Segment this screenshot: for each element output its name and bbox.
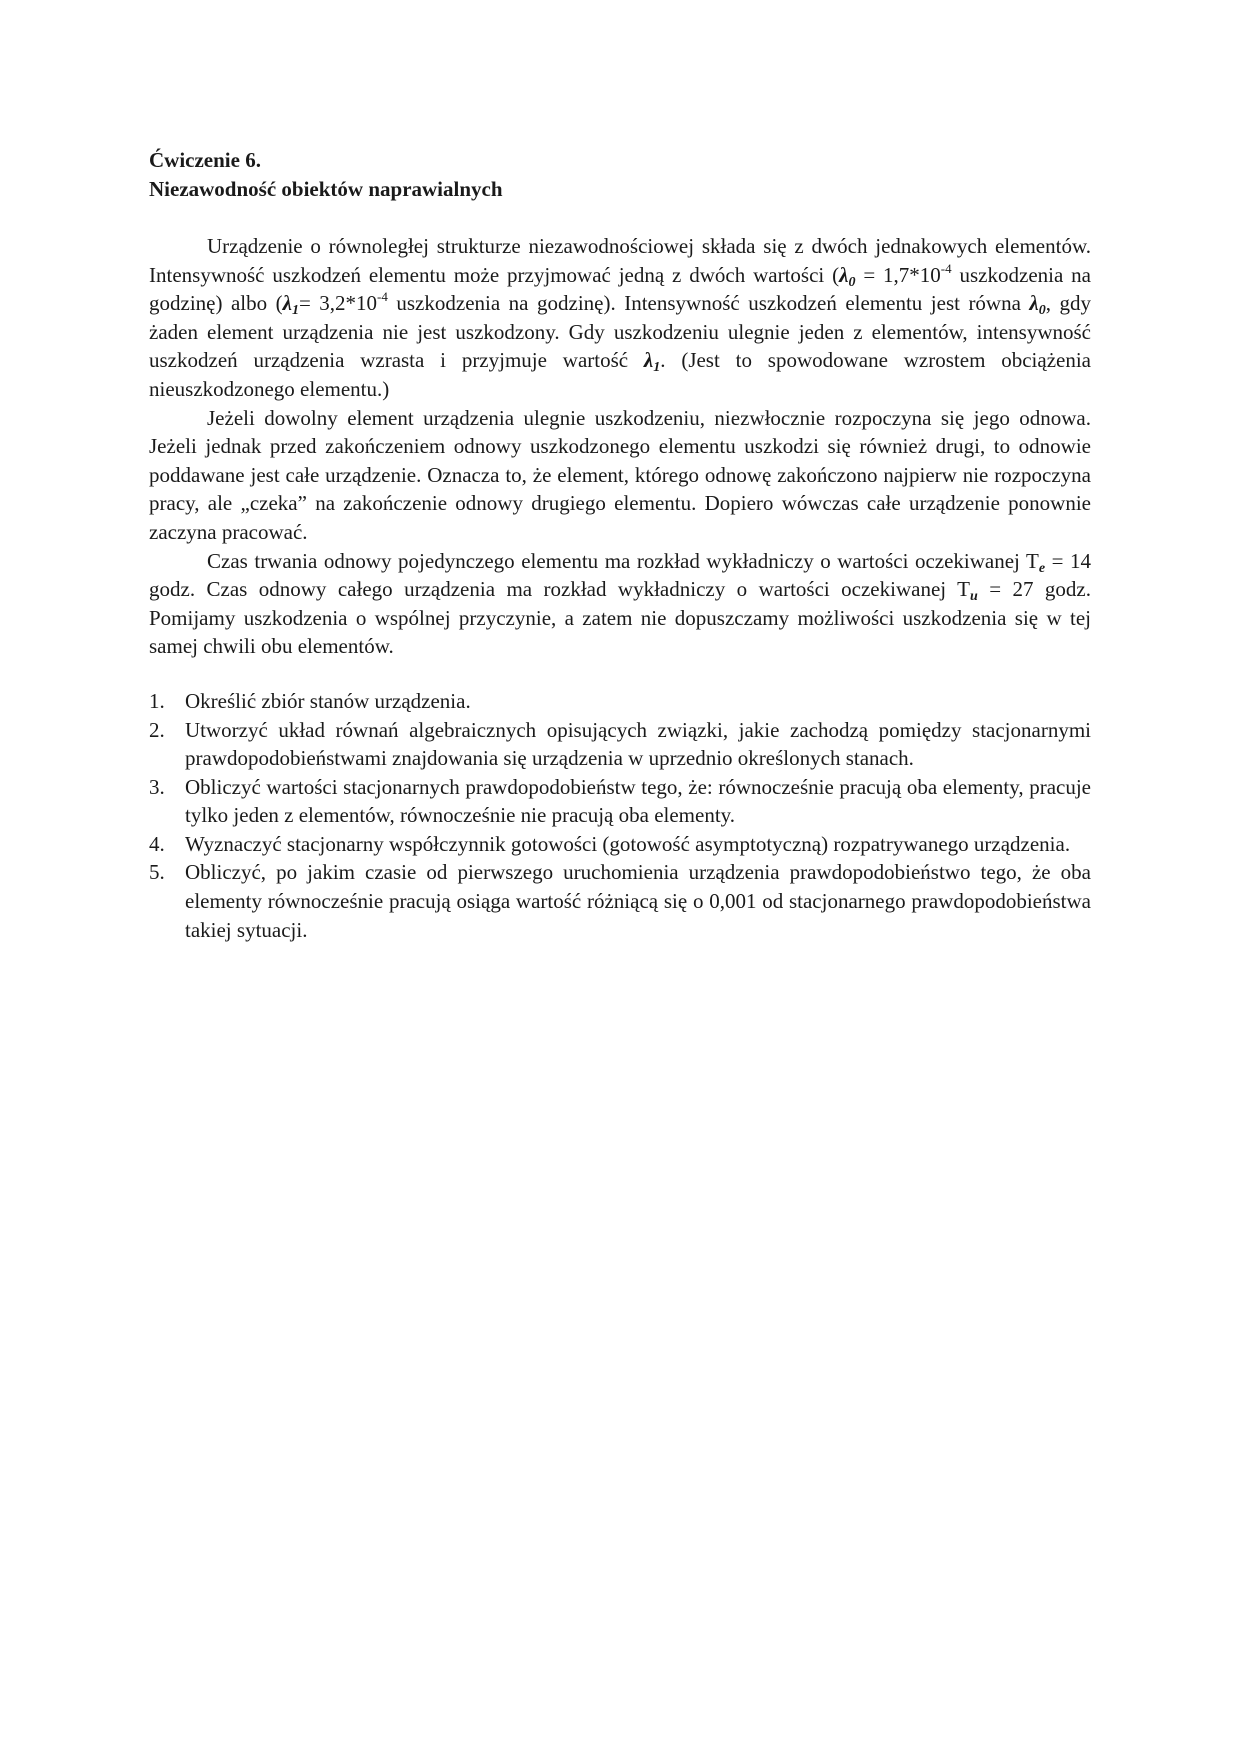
lambda-symbol: λ xyxy=(1029,291,1039,316)
subscript: u xyxy=(969,589,978,605)
text-run: uszkodzenia na godzinę) albo ( xyxy=(149,262,1091,316)
list-item xyxy=(149,830,1091,859)
lambda-symbol: λ xyxy=(282,291,292,316)
list-text: Utworzyć układ równań algebraicznych opisujących związki, jakie zachodzą pomiędzy stacjonarnymi prawdopodobieństwami znajdowania się urządzenia w uprzednio określonych stanach. xyxy=(185,717,1091,771)
text-run: Czas trwania odnowy pojedynczego elementu ma rozkład wykładniczy o wartości oczekiwanej T xyxy=(207,548,1039,573)
paragraph-renewal-time xyxy=(149,547,1091,661)
list-number: 2. xyxy=(149,717,165,742)
subscript: 1 xyxy=(653,360,661,376)
exercise-title: Ćwiczenie 6. xyxy=(149,148,261,172)
text-run: uszkodzenia na godzinę). Intensywność uszkodzeń elementu jest równa xyxy=(387,291,1030,316)
text-run: . (Jest to spowodowane wzrostem obciążenia nieuszkodzonego elementu.) xyxy=(149,348,1091,401)
text-run: = 3,2*10 xyxy=(298,291,378,316)
list-item xyxy=(149,858,1091,944)
subscript: e xyxy=(1038,560,1046,576)
list-number: 3. xyxy=(149,774,165,799)
text-run: , gdy żaden element urządzenia nie jest uszkodzony. Gdy uszkodzeniu ulegnie jeden z elementów, intensywność uszkodzeń urządzenia wzrasta i przyjmuje wartość xyxy=(149,291,1091,373)
list-text: Obliczyć wartości stacjonarnych prawdopodobieństw tego, że: równocześnie pracują oba elementy, pracuje tylko jeden z elementów, równocześnie nie pracują oba elementy. xyxy=(185,774,1091,828)
list-number: 1. xyxy=(149,688,165,713)
text-run: = 1,7*10 xyxy=(855,262,941,287)
text-run: = 14 godz. Czas odnowy całego urządzenia ma rozkład wykładniczy o wartości oczekiwanej T xyxy=(149,548,1091,602)
list-item xyxy=(149,716,1091,773)
list-text: Obliczyć, po jakim czasie od pierwszego uruchomienia urządzenia prawdopodobieństwo tego, że oba elementy równocześnie pracują osiąga wartość różniącą się o 0,001 od stacjonarnego prawdopodobieństwa takiej sytuacji. xyxy=(185,860,1091,942)
exercise-subtitle: Niezawodność obiektów naprawialnych xyxy=(149,177,503,201)
lambda-symbol: λ xyxy=(643,348,654,373)
list-text: Wyznaczyć stacjonarny współczynnik gotowości (gotowość asymptotyczną) rozpatrywanego urządzenia. xyxy=(185,831,1071,856)
task-list xyxy=(149,687,1091,944)
list-text: Określić zbiór stanów urządzenia. xyxy=(185,688,471,713)
paragraph-device-structure xyxy=(149,232,1091,404)
list-item xyxy=(149,687,1091,716)
list-number: 4. xyxy=(149,831,165,856)
lambda-symbol: λ xyxy=(839,262,849,287)
text-run: = 27 godz. Pomijamy uszkodzenia o wspólnej przyczynie, a zatem nie dopuszczamy możliwości uszkodzenia się w tej samej chwili obu elementów. xyxy=(149,577,1091,659)
document-page xyxy=(149,146,1091,944)
text-run: Urządzenie o równoległej strukturze niezawodnościowej składa się z dwóch jednakowych elementów. Intensywność uszkodzeń elementu może przyjmować jedną z dwóch wartości ( xyxy=(149,234,1091,287)
superscript: -4 xyxy=(940,260,952,276)
list-number: 5. xyxy=(149,860,165,885)
superscript: -4 xyxy=(377,289,388,305)
subscript: 0 xyxy=(848,274,856,290)
list-item xyxy=(149,773,1091,830)
paragraph-renewal: Jeżeli dowolny element urządzenia ulegnie uszkodzeniu, niezwłocznie rozpoczyna się jego odnowa. Jeżeli jednak przed zakończeniem odnowy uszkodzonego elementu uszkodzi się również drugi, to odnowie poddawane jest całe urządzenie. Oznacza to, że element, którego odnowę zakończono najpierw nie rozpoczyna pracy, ale „czeka” na zakończenie odnowy drugiego elementu. Dopiero wówczas całe urządzenie ponownie zaczyna pracować. xyxy=(149,405,1091,544)
subscript: 1 xyxy=(291,303,299,319)
subscript: 0 xyxy=(1038,303,1046,319)
